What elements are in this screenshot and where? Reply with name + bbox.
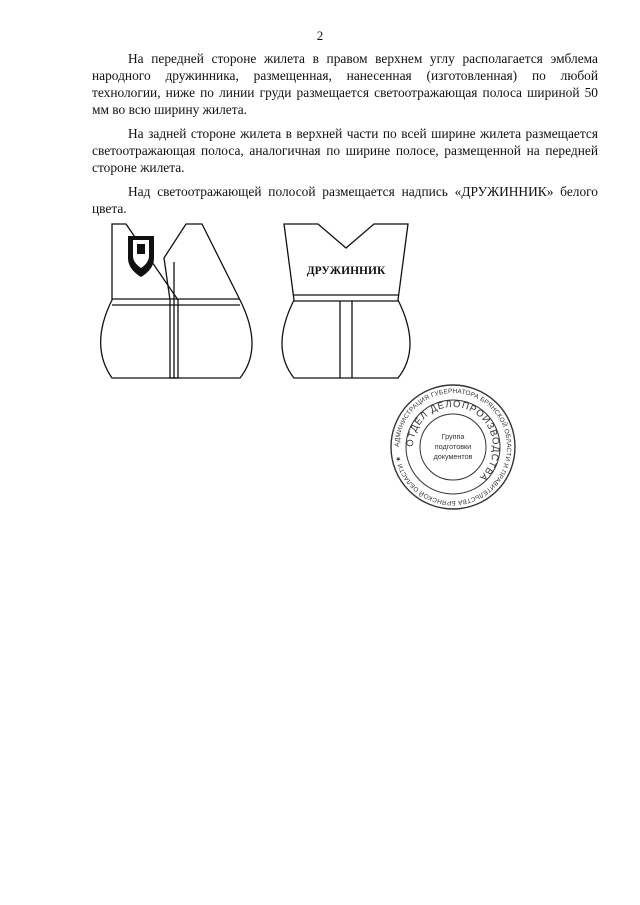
paragraph-back: На задней стороне жилета в верхней части по всей ширине жилета размещается светоотражающая полоса, аналогичная по ширине полосе, размещенной на передней стороне жилета. bbox=[92, 126, 598, 175]
vest-front-outline-right bbox=[164, 224, 252, 378]
official-stamp bbox=[388, 382, 518, 512]
emblem-icon bbox=[128, 236, 154, 277]
vest-front bbox=[101, 224, 252, 378]
back-label: ДРУЖИННИК bbox=[306, 265, 386, 277]
stamp-center-line-1: Группа bbox=[441, 432, 465, 441]
paragraph-front: На передней стороне жилета в правом верхнем углу располагается эмблема народного дружинника, размещенная, нанесенная (изготовленная) по любой технологии, ниже по линии груди размещается светоотражающая полоса шириной 50 мм во всю ширину жилета. bbox=[92, 51, 598, 117]
paragraph-inscription: Над светоотражающей полосой размещается надпись «ДРУЖИННИК» белого цвета. bbox=[92, 184, 598, 216]
stamp-center-line-3: документов bbox=[433, 452, 473, 461]
stamp-outer-text: АДМИНИСТРАЦИЯ ГУБЕРНАТОРА БРЯНСКОЙ ОБЛАСТИ И ПРАВИТЕЛЬСТВА БРЯНСКОЙ ОБЛАСТИ ★ bbox=[393, 387, 513, 507]
vest-back bbox=[282, 224, 410, 378]
page-number: 2 bbox=[316, 28, 324, 43]
stamp-center-line-2: подготовки bbox=[434, 442, 472, 451]
stamp-middle-text: ОТДЕЛ ДЕЛОПРОИЗВОДСТВА bbox=[404, 398, 502, 484]
